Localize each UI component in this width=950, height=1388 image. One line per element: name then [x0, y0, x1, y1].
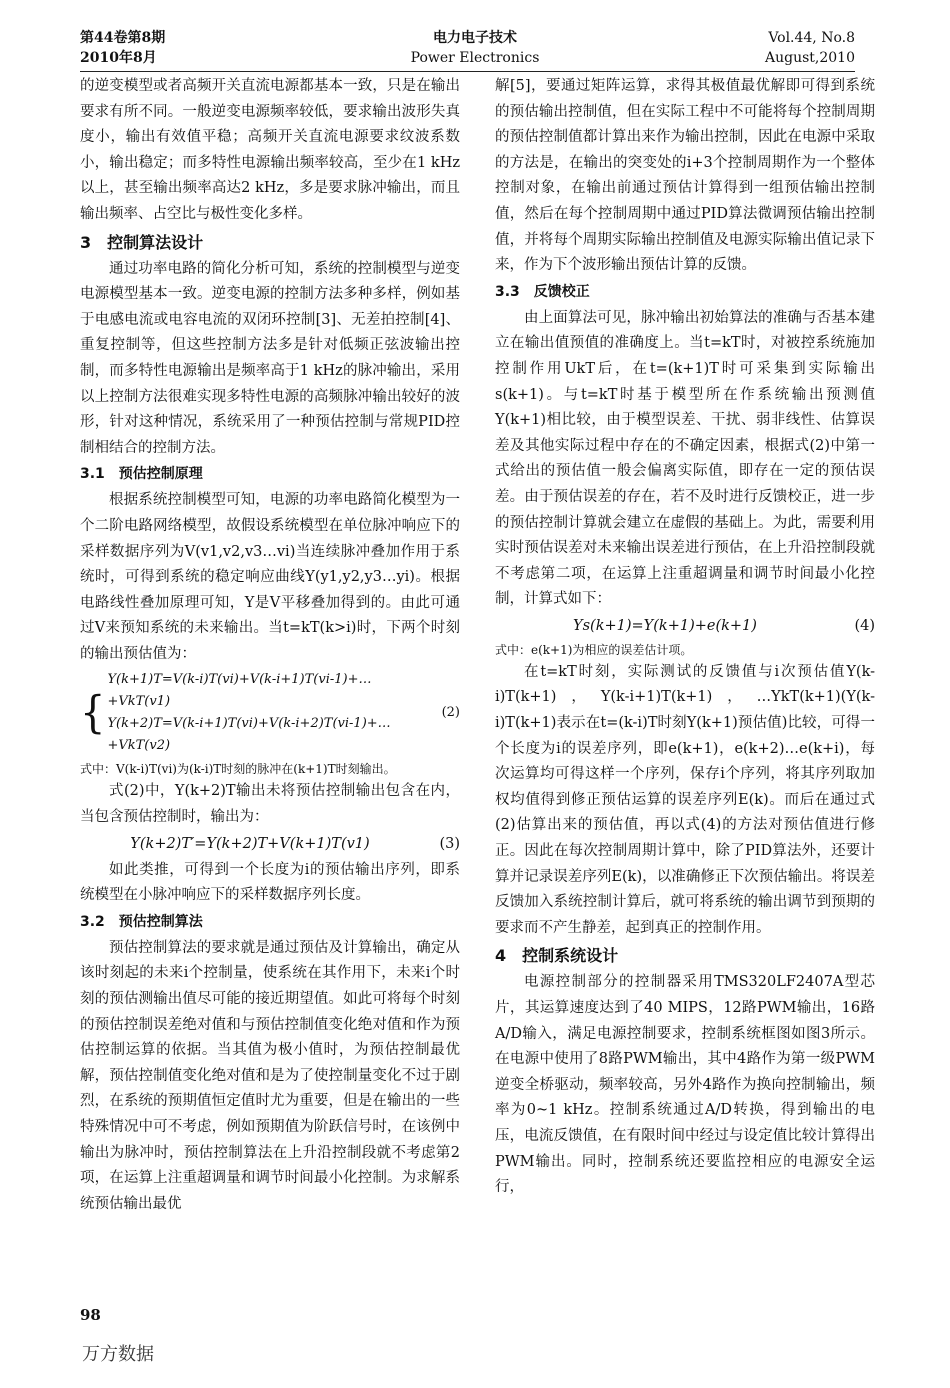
paragraph: 由上面算法可见，脉冲输出初始算法的准确与否基本建立在输出值预值的准确度上。当t=kT时，对被控系统施加控制作用UkT后，在t=(k+1)T时可采集到实际输出s(k+1)。与t=kT时基于模型所在作系统输出预测值Y(k+1)相比较，由于模型误差、干扰、弱非线性、估算误差及其他实际过程中存在的不确定因素，根据式(2)中第一式给出的预估值一般会偏离实际值，即存在一定的预估误差。由于预估误差的存在，若不及时进行反馈校正，进一步的预估控制计算就会建立在虚假的基础上。为此，需要利用实时预估误差对未来输出误差进行预估，在上升沿控制段就不考虑第二项，在运算上注重超调量和调节时间最小化控制，计算式如下： — [495, 309, 875, 608]
paragraph: 在t=kT时刻，实际测试的反馈值与i次预估值Y(k-i)T(k+1)，Y(k-i+1)T(k+1)，…YkT(k+1)(Y(k-i)T(k+1)表示在t=(k-i)T时刻Y(k+1)预估值)比较，可得一个长度为i的误差序列，即e(k+1)，e(k+2)…e(k+i)，每次运算均可得这样一个序列，保存i个序列，将其序列取加权均值得到修正预估运算的误差序列E(k)。而后在通过式(2)估算出来的预估值，再以式(4)的方法对预估值进行修正。因此在每次控制周期计算中，除了PID算法外，还要计算并记录误差序列E(k)，以准确修正下次预估输出。将误差反馈加入系统控制计算后，就可将系统的输出调节到预期的要求而不产生静差，起到真正的控制作用。 — [495, 663, 875, 936]
watermark: 万方数据 — [82, 1344, 154, 1365]
equation-text: Ys(k+1)=Y(k+1)+e(k+1) — [573, 617, 757, 634]
volume-en: Vol.44, No.8 — [768, 30, 855, 46]
paragraph: 的逆变模型或者高频开关直流电源都基本一致，只是在输出要求有所不同。一般逆变电源频率较低，要求输出波形失真度小，输出有效值平稳；高频开关直流电源要求纹波系数小，输出稳定；而多特性电源输出频率较高，至少在1 kHz以上，甚至输出频率高达2 kHz，多是要求脉冲输出，而且输出频率、占空比与极性变化多样。 — [80, 78, 460, 222]
equation-line: Y(k+1)T=V(k-i)T(vi)+V(k-i+1)T(vi-1)+…+VkT(v1) — [107, 672, 372, 710]
volume-cn: 第44卷第8期 — [80, 30, 166, 46]
paragraph: 预估控制算法的要求就是通过预估及计算输出，确定从该时刻起的未来i个控制量，使系统在其作用下，未来i个时刻的预估测输出值尽可能的接近期望值。如此可将每个时刻的预估控制误差绝对值和与预估控制值变化绝对值和作为预估控制运算的依据。当其值为极小值时，为预估控制最优解，预估控制值变化绝对值和是为了使控制量变化不过于剧烈，在系统的预期值恒定值时尤为重要，但是在输出的一些特殊情况中可不考虑，例如预期值为阶跃信号时，在该例中输出为脉冲时，预估控制算法在上升沿控制段就不考虑第2项，在运算上注重超调量和调节时间最小化控制。为求解系统预估输出最优 — [80, 939, 460, 1212]
left-column — [80, 74, 460, 1217]
page-number: 98 — [80, 1306, 101, 1324]
equation-number: (3) — [439, 835, 460, 852]
journal-title-en: Power Electronics — [410, 50, 540, 66]
section-heading: 3 控制算法设计 — [80, 232, 204, 252]
equation-brace: { — [80, 688, 106, 739]
equation-note: 式中：e(k+1)为相应的误差估计项。 — [495, 642, 693, 657]
paragraph: 如此类推，可得到一个长度为i的预估输出序列，即系统模型在小脉冲响应下的采样数据序列长度。 — [80, 861, 460, 904]
section-heading: 4 控制系统设计 — [495, 946, 619, 966]
paragraph: 式(2)中，Y(k+2)T输出未将预估控制输出包含在内，当包含预估控制时，输出为： — [80, 783, 460, 826]
equation-number: (4) — [854, 617, 875, 634]
equation-note: 式中：V(k-i)T(vi)为(k-i)T时刻的脉冲在(k+1)T时刻输出。 — [80, 762, 396, 777]
journal-title-cn: 电力电子技术 — [433, 30, 517, 46]
equation-number: (2) — [441, 705, 460, 721]
equation-body — [107, 669, 420, 757]
subsection-heading: 3.3 反馈校正 — [495, 283, 590, 300]
subsection-heading: 3.1 预估控制原理 — [80, 466, 203, 483]
date-en: August,2010 — [765, 50, 855, 66]
equation-3 — [80, 831, 460, 858]
subsection-heading: 3.2 预估控制算法 — [80, 913, 203, 930]
paragraph: 电源控制部分的控制器采用TMS320LF2407A型芯片，其运算速度达到了40 MIPS，12路PWM输出，16路A/D输入，满足电源控制要求，控制系统框图如图3所示。在电源中使用了8路PWM输出，其中4路作为第一级PWM逆变全桥驱动，频率较高，另外4路作为换向控制输出，频率为0~1 kHz。控制系统通过A/D转换，得到输出的电压，电流反馈值，在有限时间中经过与设定值比较计算得出PWM输出。同时，控制系统还要监控相应的电源安全运行， — [495, 974, 875, 1196]
paragraph: 解[5]，要通过矩阵运算，求得其极值最优解即可得到系统的预估输出控制值，但在实际工程中不可能将每个控制周期的预估控制值都计算出来作为输出控制，因此在电源中采取的方法是，在输出的突变处的i+3个控制周期作为一个整体控制对象，在输出前通过预估计算得到一组预估输出控制值，然后在每个控制周期中通过PID算法微调预估输出控制值，并将每个周期实际输出控制值及电源实际输出值记录下来，作为下个波形输出预估计算的反馈。 — [495, 78, 875, 274]
equation-4 — [495, 613, 875, 640]
right-column — [495, 74, 875, 1201]
date-cn: 2010年8月 — [80, 50, 157, 66]
header-right — [765, 28, 855, 68]
equation-line: Y(k+2)T=V(k-i+1)T(vi)+V(k-i+2)T(vi-1)+…+VkT(v2) — [107, 716, 391, 754]
equation-2 — [80, 669, 460, 757]
equation-text: Y(k+2)T′=Y(k+2)T+V(k+1)T(v1) — [130, 835, 370, 852]
header-rule — [80, 71, 855, 72]
paragraph: 根据系统控制模型可知，电源的功率电路简化模型为一个二阶电路网络模型，故假设系统模型在单位脉冲响应下的采样数据序列为V(v1,v2,v3…vi)当连续脉冲叠加作用于系统时，可得到系统的稳定响应曲线Y(y1,y2,y3…yi)。根据电路线性叠加原理可知，Y是V平移叠加得到的。由此可通过V来预知系统的未来输出。当t=kT(k>i)时，下两个时刻的输出预估值为： — [80, 492, 460, 662]
paragraph: 通过功率电路的简化分析可知，系统的控制模型与逆变电源模型基本一致。逆变电源的控制方法多种多样，例如基于电感电流或电容电流的双闭环控制[3]、无差拍控制[4]、重复控制等，但这些控制方法多是针对低频正弦波输出控制，而多特性电源输出是频率高于1 kHz的脉冲输出，采用以上控制方法很难实现多特性电源的高频脉冲输出较好的波形，针对这种情况，系统采用了一种预估控制与常规PID控制相结合的控制方法。 — [80, 260, 460, 456]
